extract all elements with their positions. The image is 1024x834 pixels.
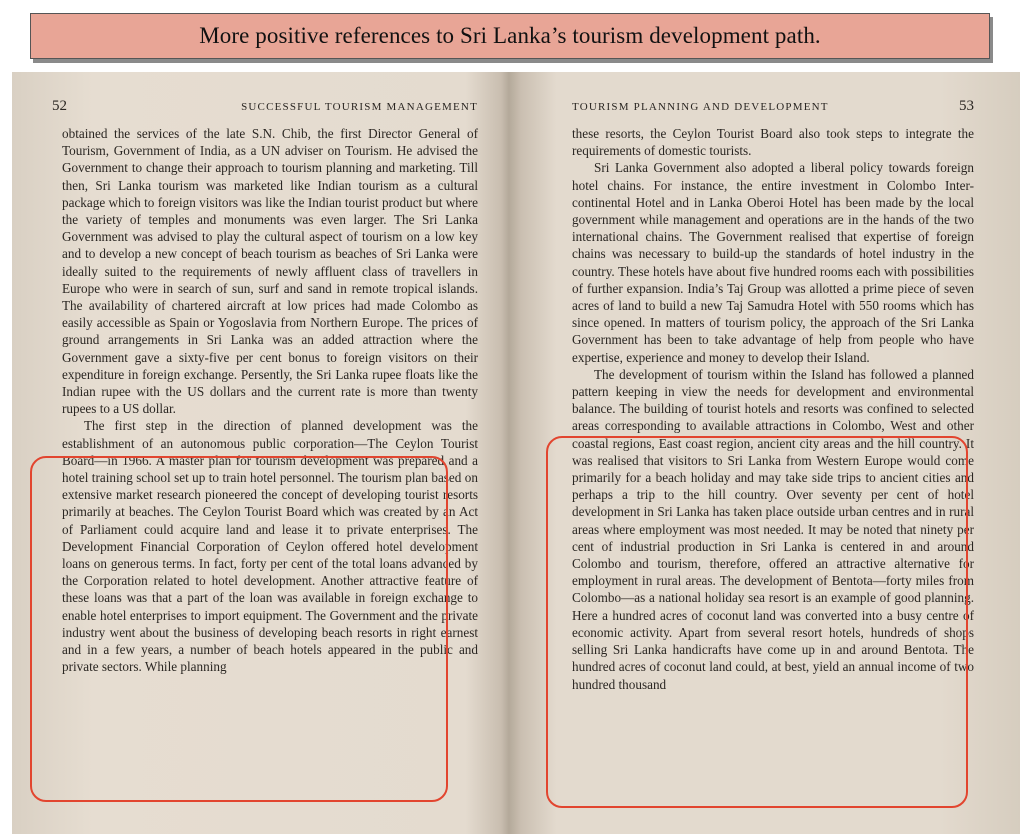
right-running-head-title: TOURISM PLANNING AND DEVELOPMENT (572, 101, 829, 113)
left-running-head (52, 98, 478, 115)
right-page-number: 53 (959, 98, 974, 114)
book-spread-photo (12, 72, 1020, 834)
left-paragraph-1: obtained the services of the late S.N. Chib, the first Director General of Tourism, Government of India, as a UN adviser on Tourism. He advised the Government to change their approach to tourism planning and marketing. Till then, Sri Lanka tourism was marketed like Indian tourism as a cultural package which to foreign visitors was like the Indian tourist product but where the variety of temples and monuments was even larger. The Sri Lanka Government was advised to play the cultural aspect of tourism on a low key and to develop a new concept of beach tourism as beaches of Sri Lanka were ideally suited to the requirements of newly affluent class of travellers in Europe who were in search of sun, surf and sand in remote tropical islands. The availability of chartered aircraft at low prices had made Colombo as easily accessible as Spain or Yogoslavia from Northern Europe. The prices of ground arrangements in Sri Lanka was an added attraction where the Government gave a sixty-five per cent bonus to foreign visitors on their expenditure in foreign exchange. Persently, the Sri Lanka rupee floats like the Indian rupee with the US dollars and the current rate is more than twenty rupees to a US dollar. (62, 126, 478, 417)
slide-title: More positive references to Sri Lanka’s tourism development path. (199, 23, 821, 48)
left-running-head-title: SUCCESSFUL TOURISM MANAGEMENT (241, 101, 478, 113)
right-paragraph-1: these resorts, the Ceylon Tourist Board also took steps to integrate the requirements of domestic tourists. (572, 126, 974, 159)
right-running-head (572, 98, 974, 115)
left-paragraph-2: The first step in the direction of planned development was the establishment of an autonomous public corporation—The Ceylon Tourist Board—in 1966. A master plan for tourism development was prepared and a hotel training school set up to train hotel personnel. The tourism plan based on extensive market research pioneered the concept of developing tourist resorts primarily at beaches. The Ceylon Tourist Board which was created by an Act of Parliament could acquire land and lease it to private enterprises. The Development Financial Corporation of Ceylon offered hotel development loans on generous terms. In fact, forty per cent of the total loans advanced by the Corporation related to hotel development. Another attractive feature of these loans was that a part of the loan was available in foreign exchange to enable hotel enterprises to import equipment. The Government and the private industry went about the business of developing beach resorts in right earnest and in a few years, a number of beach hotels appeared in the public and private sectors. While planning (62, 418, 478, 675)
slide-title-banner (30, 13, 990, 59)
left-page-number: 52 (52, 98, 67, 114)
left-page (12, 72, 496, 834)
right-paragraph-2: Sri Lanka Government also adopted a liberal policy towards foreign hotel chains. For instance, the entire investment in Colombo Inter-continental Hotel and in Lanka Oberoi Hotel has been made by the local government while management and operations are in the hands of the two international chains. The Government realised that expertise of foreign chains was necessary to build-up the standards of hotel industry in the country. These hotels have about five hundred rooms each with possibilities of further expansion. India’s Taj Group was allotted a prime piece of seven acres of land to build a new Taj Samudra Hotel with 550 rooms which has since opened. In matters of tourism policy, the approach of the Sri Lanka Government has been to take advantage of help from people who have expertise, experience and money to develop their Island. (572, 160, 974, 365)
right-page (516, 72, 1020, 834)
right-paragraph-3: The development of tourism within the Island has followed a planned pattern keeping in view the needs for development and environmental balance. The building of tourist hotels and resorts was confined to selected areas corresponding to available attractions in Colombo, West and other coastal regions, East coast region, ancient city areas and the hill country. It was realised that visitors to Sri Lanka from Western Europe would come primarily for a beach holiday and may take side trips to ancient cities and perhaps a trip to the hill country. Over seventy per cent of hotel development in Sri Lanka has taken place outside urban centres and in rural areas where employment was most needed. It may be noted that ninety per cent of industrial production in Sri Lanka is centered in and around Colombo and tourism, therefore, offered an attractive alternative for employment in rural areas. The development of Bentota—forty miles from Colombo—as a national holiday sea resort is an example of good planning. Here a hundred acres of coconut land was converted into a busy centre of economic activity. Apart from several resort hotels, hundreds of shops selling Sri Lanka handicrafts have come up in and around Bentota. The hundred acres of coconut land could, at best, yield an annual income of two hundred thousand (572, 366, 974, 692)
